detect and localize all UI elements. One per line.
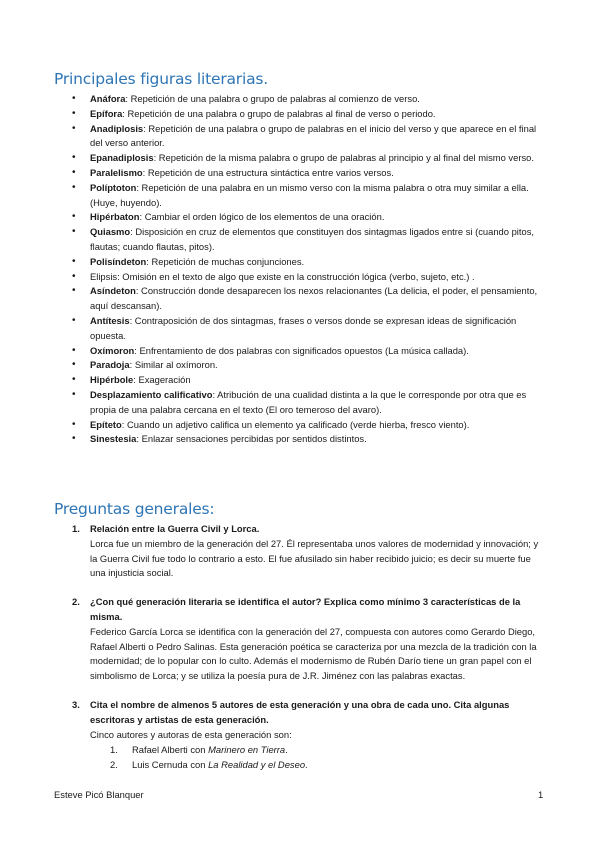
figure-term: Anáfora — [90, 93, 126, 104]
author-name: Rafael Alberti con — [132, 744, 209, 756]
figure-definition: : Repetición de una palabra o grupo de palabras al final de verso o periodo. — [122, 107, 436, 119]
list-item — [72, 181, 546, 211]
list-item — [72, 358, 546, 373]
question-item — [72, 698, 546, 773]
figure-term: Oxímoron — [90, 344, 135, 356]
figure-definition: : Construcción donde desaparecen los nexos relacionantes (La delicia, el poder, el pensamiento, aquí descansan). — [90, 285, 538, 312]
figure-term: Hipérbole — [90, 374, 134, 386]
list-item — [110, 758, 546, 773]
question-number: 2. — [72, 596, 80, 608]
punctuation: . — [285, 744, 288, 756]
authors-list — [90, 743, 546, 773]
figure-term: Asíndeton — [90, 285, 136, 297]
question-number: 1. — [72, 523, 80, 534]
punctuation: . — [305, 759, 308, 771]
list-item — [72, 373, 546, 388]
list-item — [72, 432, 546, 447]
figure-definition: : Cuando un adjetivo califica un elemento ya calificado (verde hierba, fresco viento). — [121, 418, 470, 430]
figure-term: Paralelismo — [90, 166, 143, 178]
question-answer: Lorca fue un miembro de la generación del 27. Él representaba unos valores de modernidad y innovación; y la Guerra Civil fue todo lo contrario a esto. El fue afusilado sin haber recibido juicio; es decir su muerte fue una injusticia social. — [90, 537, 539, 579]
question-number: 3. — [72, 698, 80, 710]
figure-term: Desplazamiento calificativo — [90, 388, 213, 400]
figure-term: Anadiplosis — [90, 122, 144, 134]
figure-term: Paradoja — [90, 359, 130, 371]
list-item — [72, 314, 546, 344]
list-item — [72, 166, 546, 181]
figure-definition: : Repetición de una palabra o grupo de palabras al comienzo de verso. — [125, 93, 420, 104]
author-number: 1. — [110, 744, 118, 756]
figure-term: Hipérbaton — [90, 211, 140, 223]
list-item — [110, 743, 546, 758]
questions-heading: Preguntas generales: — [54, 500, 215, 518]
list-item — [72, 107, 546, 122]
list-item — [72, 284, 546, 314]
figure-definition: : Similar al oxímoron. — [129, 359, 218, 371]
figure-definition: : Contraposición de dos sintagmas, frases o versos donde se expresan ideas de significación opuesta. — [90, 314, 517, 341]
list-item — [72, 270, 546, 285]
figure-definition: : Repetición de la misma palabra o grupo de palabras al principio y al final del mismo verso. — [153, 152, 534, 164]
list-item — [72, 122, 546, 152]
figure-term: Polisíndeton — [90, 255, 147, 267]
question-title: ¿Con qué generación literaria se identifica el autor? Explica como mínimo 3 características de la misma. — [90, 596, 521, 622]
figure-definition: : Atribución de una cualidad distinta a la que le corresponde por otra que es propia de una palabra cercana en el texto (El oro temeroso del avaro). — [90, 388, 527, 415]
figure-definition: : Disposición en cruz de elementos que constituyen dos sintagmas ligados entre si (cuando pitos, flautas; cuando flautas, pitos). — [90, 226, 534, 252]
list-item — [72, 255, 546, 270]
question-answer: Cinco autores y autoras de esta generación son: — [90, 728, 292, 740]
figure-term: Antítesis — [90, 314, 130, 326]
figure-term: Epíteto — [90, 418, 122, 430]
figure-definition: : Cambiar el orden lógico de los elementos de una oración. — [139, 211, 385, 223]
figure-definition: : Enfrentamiento de dos palabras con significados opuestos (La música callada). — [134, 344, 469, 356]
figure-definition: : Repetición de una estructura sintáctica entre varios versos. — [142, 166, 394, 178]
list-item — [72, 92, 546, 107]
figure-definition: Elipsis: Omisión en el texto de algo que existe en la construcción lógica (verbo, sujeto, etc.) . — [90, 270, 475, 282]
list-item — [72, 210, 546, 225]
figure-definition: : Exageración — [133, 374, 191, 386]
question-item — [72, 522, 546, 581]
question-item — [72, 595, 546, 684]
figure-definition: : Repetición de una palabra en un mismo verso con la misma palabra o otra muy similar a ella. (Huye, huyendo). — [90, 181, 529, 208]
figure-definition: : Repetición de muchas conjunciones. — [146, 255, 305, 267]
work-title: La Realidad y el Deseo — [208, 759, 306, 771]
figure-term: Sinestesia — [90, 433, 137, 445]
question-title: Cita el nombre de almenos 5 autores de esta generación y una obra de cada uno. Cita algunas escritoras y artistas de esta generación. — [90, 698, 510, 725]
list-item — [72, 418, 546, 433]
list-item — [72, 225, 546, 255]
figure-term: Políptoton — [90, 181, 137, 193]
author-name: Luis Cernuda con — [132, 759, 209, 771]
author-number: 2. — [110, 759, 118, 771]
question-title: Relación entre la Guerra Civil y Lorca. — [90, 523, 260, 534]
list-item — [72, 388, 546, 418]
figure-term: Epífora — [90, 107, 123, 119]
list-item — [72, 344, 546, 359]
figure-term: Quiasmo — [90, 226, 131, 238]
figure-definition: : Repetición de una palabra o grupo de palabras en el inicio del verso y que aparece en el final del verso anterior. — [90, 122, 537, 149]
page-number: 1 — [538, 789, 544, 800]
work-title: Marinero en Tierra — [208, 744, 286, 756]
questions-list — [72, 522, 546, 787]
list-item — [72, 151, 546, 166]
figure-definition: : Enlazar sensaciones percibidas por sentidos distintos. — [136, 433, 367, 445]
footer-author: Esteve Picó Blanquer — [54, 789, 144, 800]
question-answer: Federico García Lorca se identifica con la generación del 27, compuesta con autores como Gerardo Diego, Rafael Alberti o Pedro Salinas. Esta generación poética se caracteriza por una mezcla de la tradición con la modernidad; de lo popular con lo culto. Además el modernismo de Rubén Darío tiene un gran papel con el simbolismo de Lorca; y se utiliza la poesía pura de J.R. Jiménez con las palabras exactas. — [90, 625, 537, 682]
figures-heading: Principales figuras literarias. — [54, 70, 268, 88]
figure-term: Epanadiplosis — [90, 152, 154, 164]
figures-list — [72, 92, 546, 447]
